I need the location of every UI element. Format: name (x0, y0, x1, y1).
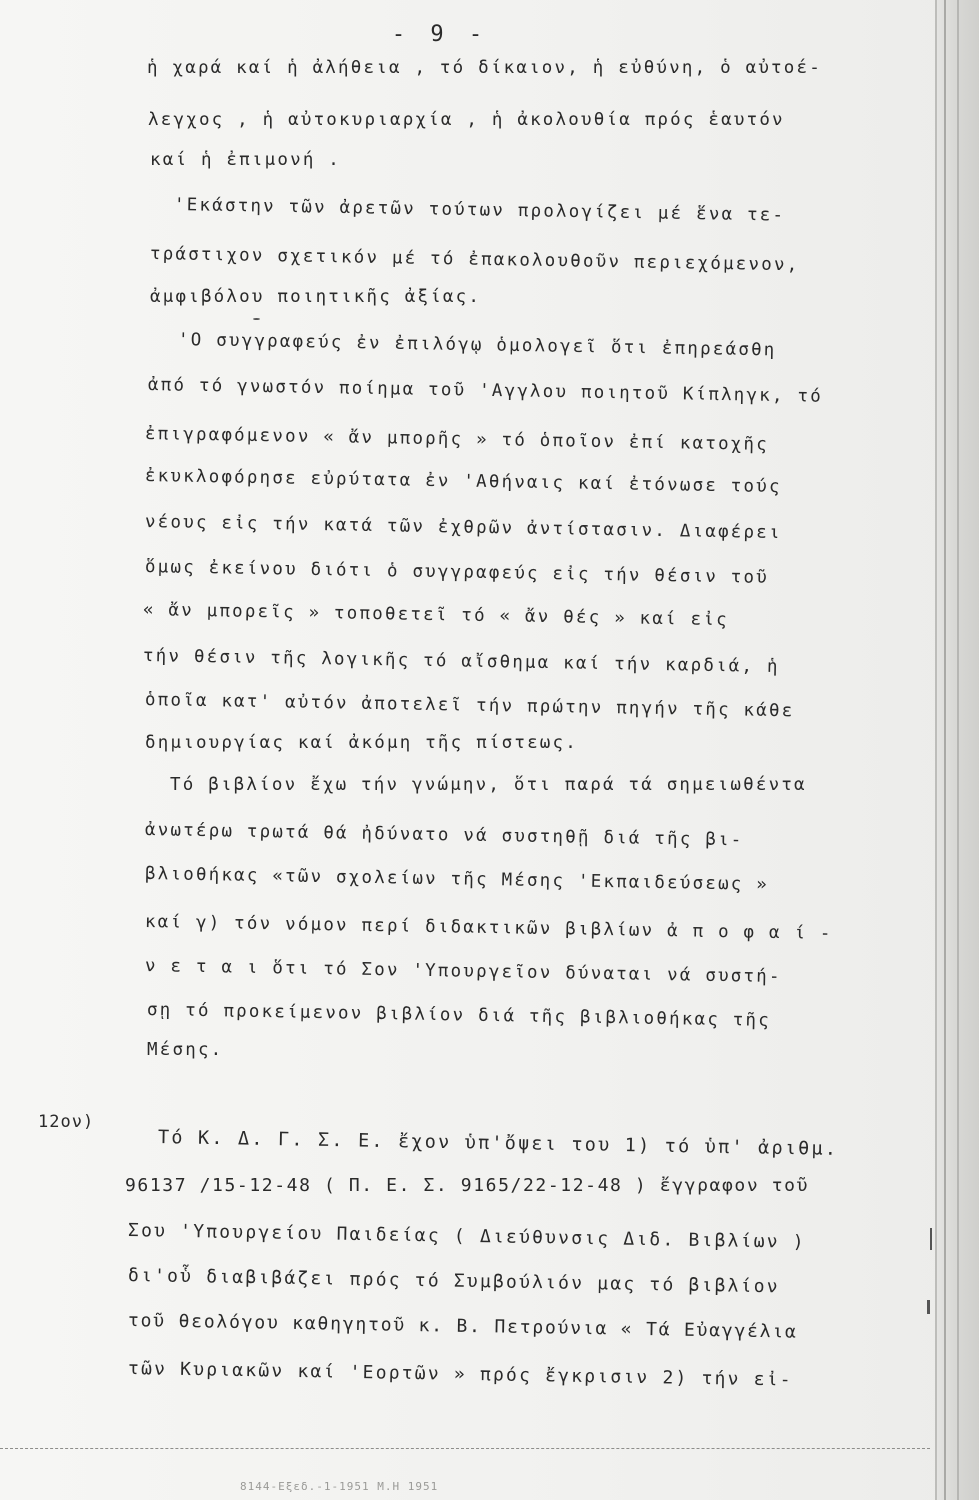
footer-rule (0, 1448, 930, 1449)
printer-mark: 8144-Εξεδ.-1-1951 Μ.Η 1951 (240, 1480, 439, 1493)
text-line: 96137 /15-12-48 ( Π. Ε. Σ. 9165/22-12-48 ) ἔγγραφον τοῦ (125, 1175, 810, 1196)
text-line: δημιουργίας καί ἀκόμη τῆς πίστεως. (145, 733, 579, 753)
ink-speck (927, 1300, 930, 1314)
text-line: καί ἡ ἐπιμονή . (150, 150, 342, 170)
text-line: καί γ) τόν νόμον περί διδακτικῶν βιβλίων ἀ π ο φ α ί - (144, 912, 833, 945)
text-line: δι'οὗ διαβιβάζει πρός τό Συμβούλιόν μας τό βιβλίον (127, 1265, 780, 1298)
text-line: σῃ τό προκείμενον βιβλίον διά τῆς βιβλιοθήκας τῆς (146, 1000, 772, 1031)
text-line: 'Εκάστην τῶν ἀρετῶν τούτων προλογίζει μέ ἕνα τε- (173, 195, 786, 226)
text-line: ν ε τ α ι ὅτι τό Σον 'Υπουργεῖον δύναται νά συστή- (144, 956, 782, 988)
text-line: ἐπιγραφόμενον « ἄν μπορῆς » τό ὁποῖον ἐπί κατοχῆς (144, 424, 770, 455)
text-line: ἡ χαρά καί ἡ ἀλήθεια , τό δίκαιον, ἡ εὐθύνη, ὁ αὐτοέ- (147, 58, 823, 78)
text-line: Μέσης. (147, 1040, 224, 1060)
ink-speck (253, 318, 260, 320)
text-line: Τό Κ. Δ. Γ. Σ. Ε. ἔχον ὑπ'ὄψει του 1) τό ὑπ' ἀριθμ. (157, 1127, 839, 1160)
edge-line (957, 0, 959, 1500)
text-line: λεγχος , ἡ αὐτοκυριαρχία , ἡ ἀκολουθία πρός ἑαυτόν (148, 110, 785, 130)
text-line: Τό βιβλίον ἔχω τήν γνώμην, ὅτι παρά τά σημειωθέντα (170, 775, 807, 795)
text-line: νέους εἰς τήν κατά τῶν ἐχθρῶν ἀντίστασιν. Διαφέρει (144, 512, 782, 544)
text-line: τήν θέσιν τῆς λογικῆς τό αἴσθημα καί τήν καρδιά, ἡ (142, 646, 780, 678)
text-line: 'Ο συγγραφεύς ἐν ἐπιλόγῳ ὁμολογεῖ ὅτι ἐπηρεάσθη (177, 330, 777, 361)
text-line: τοῦ θεολόγου καθηγητοῦ κ. Β. Πετρούνια « Τά Εὐαγγέλια (127, 1310, 798, 1343)
text-line: ὅμως ἐκείνου διότι ὁ συγγραφεύς εἰς τήν θέσιν τοῦ (144, 557, 770, 588)
text-line: ἀπό τό γνωστόν ποίημα τοῦ 'Αγγλου ποιητοῦ Κίπληγκ, τό (147, 375, 824, 407)
text-line: βλιοθήκας «τῶν σχολείων τῆς Μέσης 'Εκπαιδεύσεως » (144, 864, 770, 895)
margin-item-number: 12ον) (38, 1112, 95, 1132)
page-number: - 9 - (391, 22, 489, 47)
text-line: τράστιχον σχετικόν μέ τό ἐπακολουθοῦν περιεχόμενον, (149, 244, 800, 276)
text-line: Σου 'Υπουργείου Παιδείας ( Διεύθυνσις Διδ. Βιβλίων ) (127, 1220, 807, 1253)
text-line: τῶν Κυριακῶν καί 'Εορτῶν » πρός ἔγκρισιν 2) τήν εἰ- (127, 1358, 793, 1391)
text-line: ἀμφιβόλου ποιητικῆς ἀξίας. (150, 287, 482, 307)
edge-line (944, 0, 946, 1500)
text-line: « ἄν μπορεῖς » τοποθετεῖ τό « ἄν θές » καί εἰς (142, 600, 729, 631)
text-line: ὁποῖα κατ' αὐτόν ἀποτελεῖ τήν πρώτην πηγήν τῆς κάθε (144, 690, 795, 722)
text-line: ἐκυκλοφόρησε εὐρύτατα ἐν 'Αθήναις καί ἐτόνωσε τούς (144, 466, 782, 498)
text-line: ἀνωτέρω τρωτά θά ἠδύνατο νά συστηθῇ διά τῆς βι- (144, 820, 744, 851)
ink-speck (930, 1228, 932, 1250)
